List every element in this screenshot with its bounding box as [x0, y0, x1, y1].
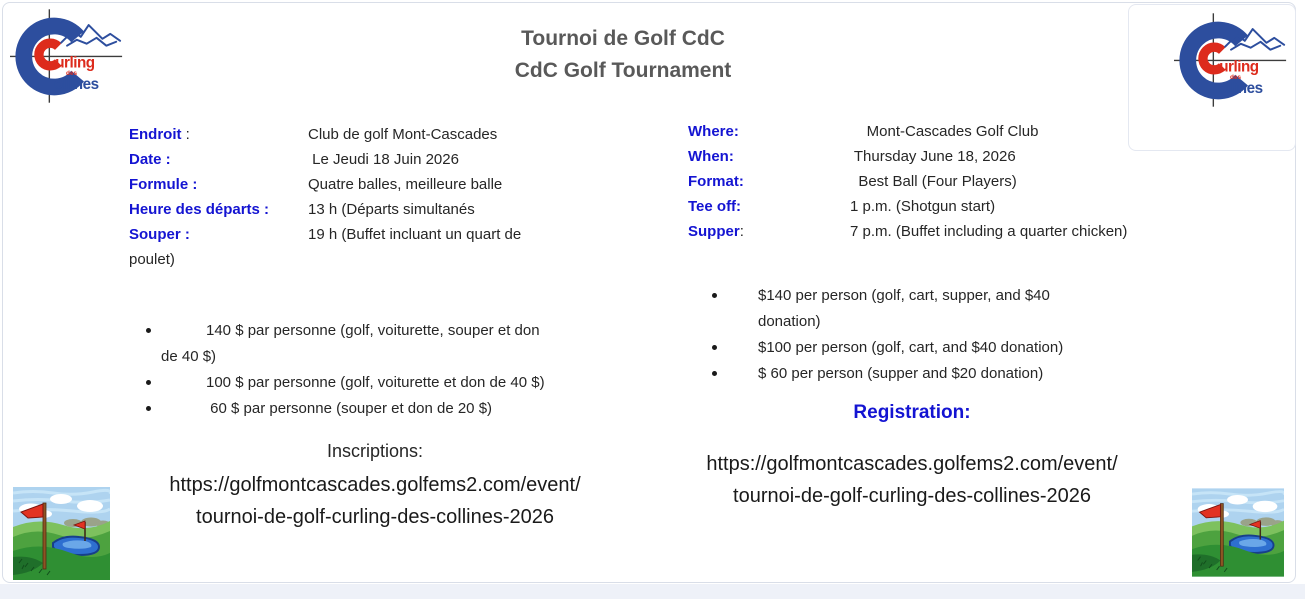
- list-item: [700, 335, 1225, 361]
- list-item: [129, 318, 604, 370]
- detail-label: Tee off:: [688, 198, 742, 215]
- detail-label: Souper :: [129, 226, 190, 243]
- url-link[interactable]: tournoi-de-golf-curling-des-collines-2026: [733, 485, 1091, 507]
- detail-value: Mont-Cascades Golf Club: [850, 123, 1039, 140]
- golf-course-illustration: [13, 487, 110, 580]
- logo-word-collines: ollines: [1217, 79, 1263, 97]
- detail-label: Formule :: [129, 176, 198, 193]
- french-details: [129, 122, 629, 272]
- list-item: [700, 361, 1225, 387]
- detail-value-overflow: poulet): [129, 251, 175, 268]
- detail-value: Thursday June 18, 2026: [850, 148, 1016, 165]
- page-background-strip: [0, 584, 1305, 599]
- detail-value: Le Jeudi 18 Juin 2026: [308, 151, 459, 168]
- detail-row-when: [688, 144, 1233, 169]
- detail-row-format: [688, 169, 1233, 194]
- price-line: $100 per person (golf, cart, and $40 donation): [758, 339, 1064, 356]
- detail-label: Endroit :: [129, 126, 190, 143]
- logo-word-curling: urling: [55, 54, 95, 72]
- list-item: [700, 283, 1225, 335]
- detail-label: Supper:: [688, 223, 744, 240]
- bullet-icon: [712, 293, 717, 298]
- title-french: Tournoi de Golf CdC: [521, 27, 725, 50]
- url-link[interactable]: tournoi-de-golf-curling-des-collines-2026: [196, 506, 554, 528]
- price-line: 140 $ par personne (golf, voiturette, souper et don: [206, 322, 540, 339]
- detail-label: Where:: [688, 123, 739, 140]
- detail-label: When:: [688, 148, 734, 165]
- detail-value: Club de golf Mont-Cascades: [308, 126, 498, 143]
- english-price-list: [700, 283, 1225, 387]
- detail-row-teeoff: [688, 194, 1233, 219]
- price-line: donation): [758, 313, 821, 330]
- logo-word-des: des: [1230, 74, 1242, 82]
- detail-row-endroit: [129, 122, 629, 147]
- list-item: [129, 370, 604, 396]
- french-registration-url: [95, 469, 655, 533]
- detail-value: 13 h (Départs simultanés: [308, 201, 475, 218]
- page-title: [0, 23, 1246, 87]
- detail-row-where: [688, 119, 1233, 144]
- detail-row-heure: [129, 197, 629, 222]
- detail-label: Format:: [688, 173, 744, 190]
- price-line: de 40 $): [161, 348, 217, 365]
- price-line: 100 $ par personne (golf, voiturette et don de 40 $): [206, 374, 545, 391]
- bullet-icon: [146, 328, 151, 333]
- list-item: [129, 396, 604, 422]
- detail-row-souper: [129, 222, 629, 247]
- english-details: [688, 119, 1233, 244]
- golf-course-illustration: [1192, 487, 1284, 578]
- english-registration-url: [632, 448, 1192, 512]
- price-line: $ 60 per person (supper and $20 donation): [758, 365, 1044, 382]
- price-line: $140 per person (golf, cart, supper, and $40: [758, 287, 1050, 304]
- bullet-icon: [146, 380, 151, 385]
- detail-row-supper: [688, 219, 1233, 244]
- detail-value: Quatre balles, meilleure balle: [308, 176, 503, 193]
- detail-row-formule: [129, 172, 629, 197]
- detail-value: 7 p.m. (Buffet including a quarter chicken): [850, 223, 1128, 240]
- url-link[interactable]: https://golfmontcascades.golfems2.com/event/: [706, 453, 1118, 475]
- bullet-icon: [146, 406, 151, 411]
- detail-value: 19 h (Buffet incluant un quart de: [308, 226, 522, 243]
- title-english: CdC Golf Tournament: [514, 59, 732, 82]
- logo-word-curling: urling: [1219, 58, 1259, 76]
- french-price-list: [129, 318, 604, 422]
- logo-word-des: des: [66, 70, 78, 78]
- bullet-icon: [712, 371, 717, 376]
- url-link[interactable]: https://golfmontcascades.golfems2.com/event/: [169, 474, 581, 496]
- detail-row-date: [129, 147, 629, 172]
- logo-word-collines: ollines: [53, 75, 99, 93]
- registration-heading: Registration:: [853, 402, 971, 423]
- detail-value: 1 p.m. (Shotgun start): [850, 198, 996, 215]
- price-line: 60 $ par personne (souper et don de 20 $): [206, 400, 493, 417]
- detail-label: Heure des départs :: [129, 201, 270, 218]
- bullet-icon: [712, 345, 717, 350]
- inscriptions-heading: Inscriptions:: [326, 441, 424, 461]
- detail-value: Best Ball (Four Players): [850, 173, 1017, 190]
- detail-label: Date :: [129, 151, 171, 168]
